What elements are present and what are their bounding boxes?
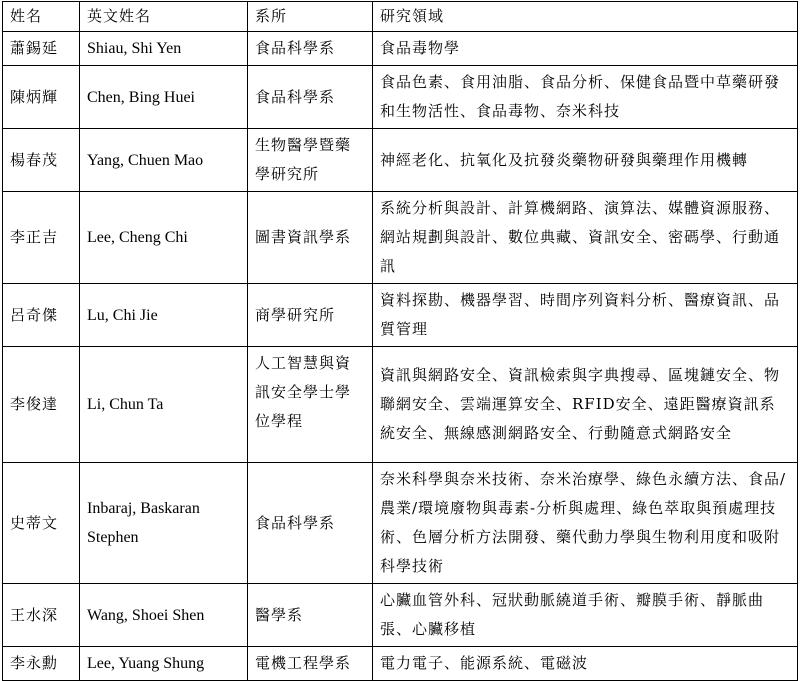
english-name-cell: Inbaraj, Baskaran Stephen <box>80 463 248 584</box>
english-name-cell: Chen, Bing Huei <box>80 66 248 129</box>
english-name-cell: Lee, Cheng Chi <box>80 192 248 284</box>
name-cell: 王水深 <box>3 584 80 647</box>
department-cell: 食品科學系 <box>248 32 373 66</box>
name-cell: 李永勳 <box>3 647 80 681</box>
english-name-cell: Lu, Chi Jie <box>80 284 248 347</box>
table-row <box>3 463 798 584</box>
table-row <box>3 66 798 129</box>
department-cell: 圖書資訊學系 <box>248 192 373 284</box>
name-cell: 陳炳輝 <box>3 66 80 129</box>
research-cell: 心臟血管外科、冠狀動脈繞道手術、瓣膜手術、靜脈曲張、心臟移植 <box>373 584 798 647</box>
english-name-cell: Wang, Shoei Shen <box>80 584 248 647</box>
header-english-name: 英文姓名 <box>80 2 248 32</box>
name-cell: 楊春茂 <box>3 129 80 192</box>
header-row <box>3 2 798 32</box>
research-cell: 食品色素、食用油脂、食品分析、保健食品暨中草藥研發和生物活性、食品毒物、奈米科技 <box>373 66 798 129</box>
table-row <box>3 32 798 66</box>
english-name-cell: Shiau, Shi Yen <box>80 32 248 66</box>
researcher-table <box>2 1 798 681</box>
research-cell: 奈米科學與奈米技術、奈米治療學、綠色永續方法、食品/農業/環境廢物與毒素-分析與處理、綠色萃取與預處理技術、色層分析方法開發、藥代動力學與生物利用度和吸附科學技術 <box>373 463 798 584</box>
department-cell: 商學研究所 <box>248 284 373 347</box>
name-cell: 史蒂文 <box>3 463 80 584</box>
english-name-cell: Lee, Yuang Shung <box>80 647 248 681</box>
table-row <box>3 584 798 647</box>
table-row <box>3 284 798 347</box>
header-name: 姓名 <box>3 2 80 32</box>
research-cell: 資料探勘、機器學習、時間序列資料分析、醫療資訊、品質管理 <box>373 284 798 347</box>
research-cell: 神經老化、抗氧化及抗發炎藥物研發與藥理作用機轉 <box>373 129 798 192</box>
english-name-cell: Li, Chun Ta <box>80 347 248 463</box>
name-cell: 蕭錫延 <box>3 32 80 66</box>
table-row <box>3 647 798 681</box>
header-department: 系所 <box>248 2 373 32</box>
research-cell: 食品毒物學 <box>373 32 798 66</box>
name-cell: 李俊達 <box>3 347 80 463</box>
department-cell: 食品科學系 <box>248 66 373 129</box>
table-row <box>3 347 798 463</box>
english-name-cell: Yang, Chuen Mao <box>80 129 248 192</box>
department-cell: 醫學系 <box>248 584 373 647</box>
research-cell: 資訊與網路安全、資訊檢索與字典搜尋、區塊鏈安全、物聯網安全、雲端運算安全、RFID安全、遠距醫療資訊系統安全、無線感測網路安全、行動隨意式網路安全 <box>373 347 798 463</box>
department-cell: 食品科學系 <box>248 463 373 584</box>
header-research-field: 研究領域 <box>373 2 798 32</box>
department-cell: 電機工程學系 <box>248 647 373 681</box>
department-cell: 生物醫學暨藥學研究所 <box>248 129 373 192</box>
name-cell: 李正吉 <box>3 192 80 284</box>
department-cell: 人工智慧與資訊安全學士學位學程 <box>248 347 373 463</box>
table-row <box>3 129 798 192</box>
research-cell: 電力電子、能源系統、電磁波 <box>373 647 798 681</box>
table-row <box>3 192 798 284</box>
research-cell: 系統分析與設計、計算機網路、演算法、媒體資源服務、網站規劃與設計、數位典藏、資訊安全、密碼學、行動通訊 <box>373 192 798 284</box>
name-cell: 呂奇傑 <box>3 284 80 347</box>
